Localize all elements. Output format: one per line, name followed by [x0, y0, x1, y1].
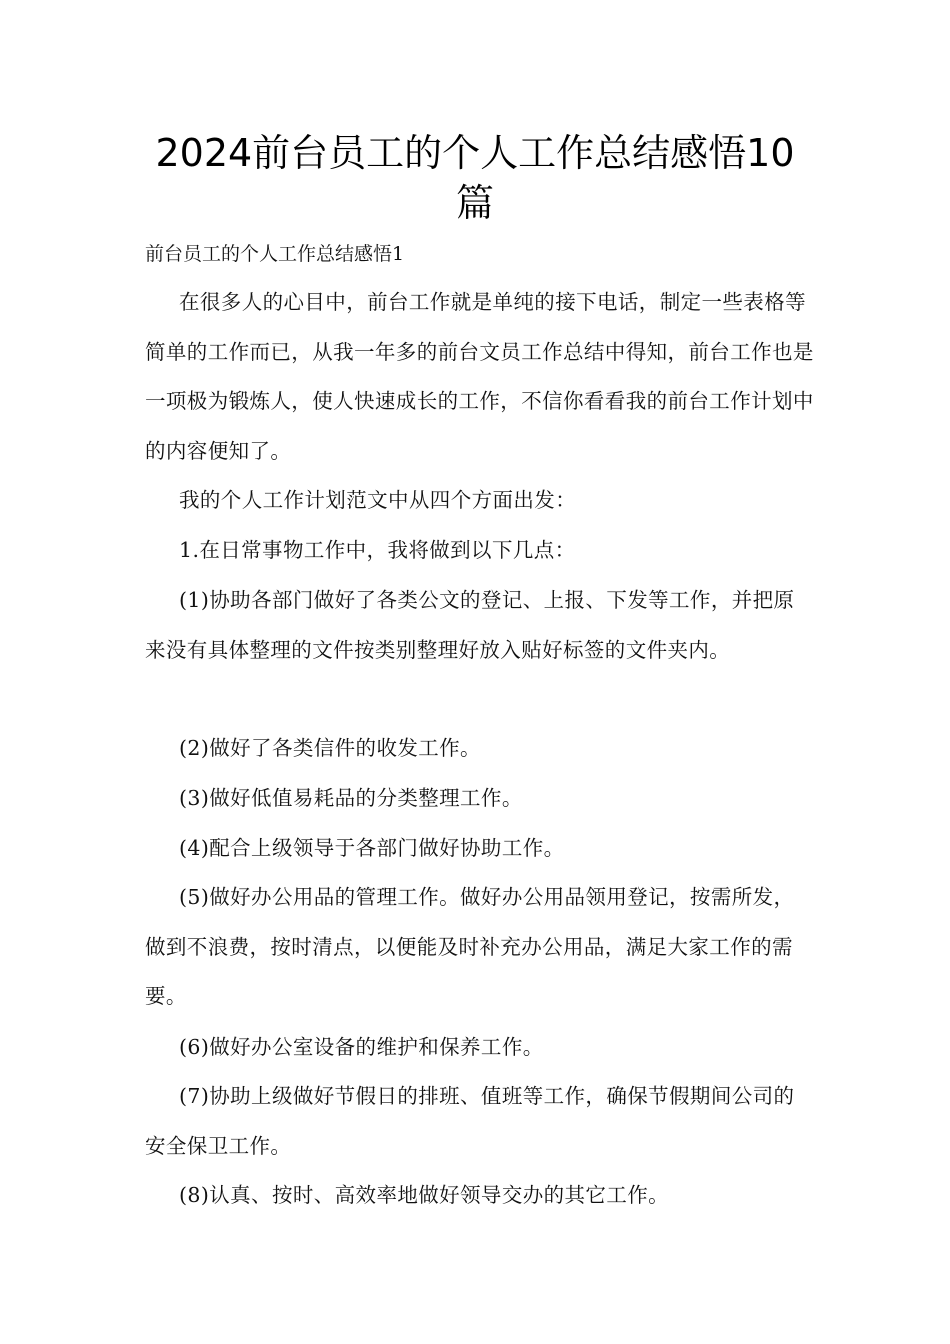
paragraph-4: (1)协助各部门做好了各类公文的登记、上报、下发等工作，并把原来没有具体整理的文件按类别整理好放入贴好标签的文件夹内。 [145, 588, 795, 662]
paragraph-3: 1.在日常事物工作中，我将做到以下几点： [179, 538, 576, 562]
paragraph-1: 在很多人的心目中，前台工作就是单纯的接下电话，制定一些表格等简单的工作而已，从我一年多的前台文员工作总结中得知，前台工作也是一项极为锻炼人，使人快速成长的工作，不信你看看我的前台工作计划中的内容便知了。 [145, 290, 814, 463]
paragraph-7: (4)配合上级领导于各部门做好协助工作。 [179, 836, 565, 860]
paragraph-10: (7)协助上级做好节假日的排班、值班等工作，确保节假期间公司的安全保卫工作。 [145, 1084, 795, 1158]
document-title: 2024前台员工的个人工作总结感悟10篇 [155, 131, 795, 225]
paragraph-9: (6)做好办公室设备的维护和保养工作。 [179, 1035, 544, 1059]
paragraph-5: (2)做好了各类信件的收发工作。 [179, 736, 481, 760]
section-heading: 前台员工的个人工作总结感悟1 [145, 243, 405, 265]
paragraph-11: (8)认真、按时、高效率地做好领导交办的其它工作。 [179, 1183, 670, 1207]
paragraph-6: (3)做好低值易耗品的分类整理工作。 [179, 786, 523, 810]
paragraph-8: (5)做好办公用品的管理工作。做好办公用品领用登记，按需所发，做到不浪费，按时清点，以便能及时补充办公用品，满足大家工作的需要。 [145, 885, 795, 1008]
paragraph-2: 我的个人工作计划范文中从四个方面出发： [179, 488, 577, 512]
